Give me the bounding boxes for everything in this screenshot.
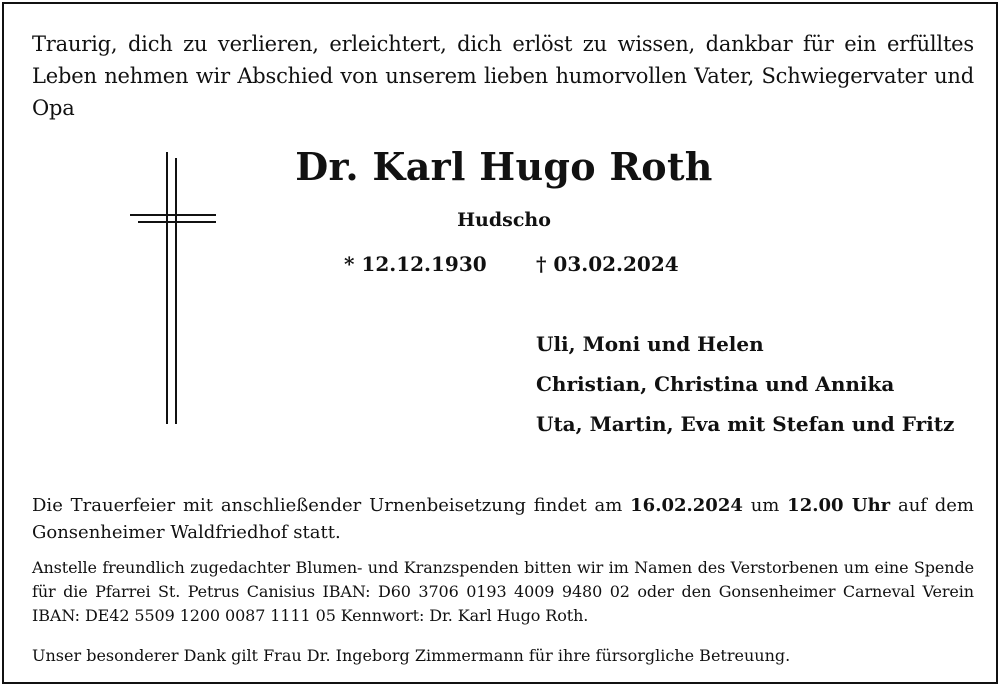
service-text: um — [742, 495, 788, 516]
birth-date: * 12.12.1930 — [344, 252, 487, 276]
service-text: Die Trauerfeier mit anschließender Urnenbeisetzung findet am — [32, 495, 631, 516]
deceased-nickname: Hudscho — [457, 209, 551, 231]
death-date: † 03.02.2024 — [536, 252, 679, 276]
donation-request: Anstelle freundlich zugedachter Blumen- und Kranzspenden bitten wir im Namen des Verstorbenen um eine Spende für die Pfarrei St. Petrus Canisius IBAN: D60 3706 0193 4009 9480 02 oder den Gonsenheimer Carneval Verein IBAN: DE42 5509 1200 0087 1111 05 Kennwort: Dr. Karl Hugo Roth. — [32, 558, 974, 625]
deceased-name: Dr. Karl Hugo Roth — [295, 144, 713, 189]
intro-text: Traurig, dich zu verlieren, erleichtert, dich erlöst zu wissen, dankbar für ein erfülltes Leben nehmen wir Abschied von unserem lieben humorvollen Vater, Schwiegervater und Opa — [32, 32, 974, 120]
family-line: Christian, Christina und Annika — [536, 372, 895, 396]
family-line: Uli, Moni und Helen — [536, 332, 764, 356]
service-text: auf dem Gonsenheimer Waldfriedhof statt. — [32, 495, 974, 543]
cross-icon — [122, 150, 232, 430]
family-list — [536, 324, 954, 444]
service-date: 16.02.2024 — [630, 495, 743, 516]
service-info — [32, 492, 974, 546]
obituary-notice — [2, 2, 998, 684]
thanks-note: Unser besonderer Dank gilt Frau Dr. Ingeborg Zimmermann für ihre fürsorgliche Betreuung. — [32, 646, 791, 665]
family-line: Uta, Martin, Eva mit Stefan und Fritz — [536, 412, 955, 436]
service-time: 12.00 Uhr — [787, 495, 891, 516]
